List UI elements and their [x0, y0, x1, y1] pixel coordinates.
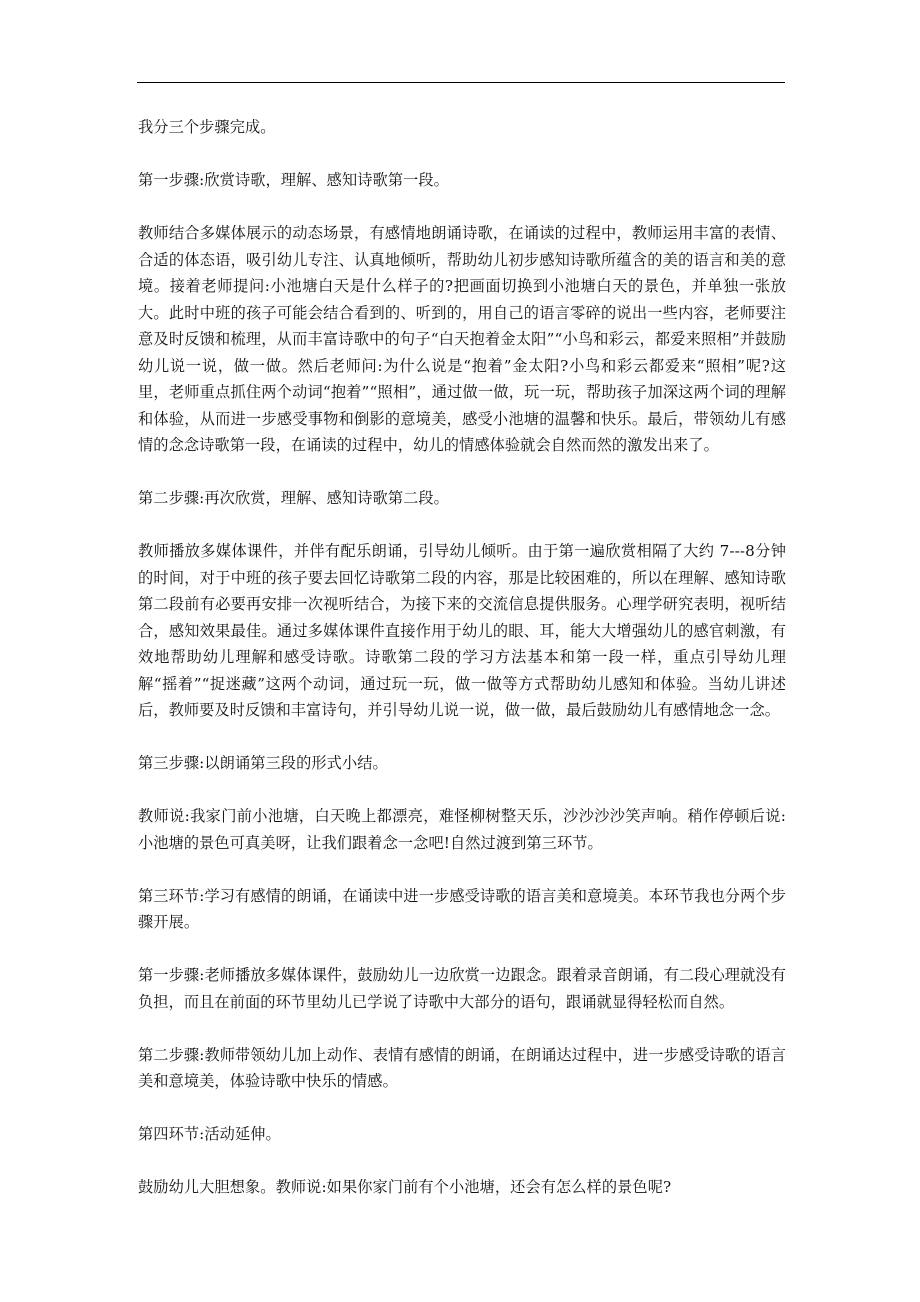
paragraph-step1-title: 第一步骤:欣赏诗歌，理解、感知诗歌第一段。 — [138, 171, 449, 189]
paragraph-section3-step2: 第二步骤:教师带领幼儿加上动作、表情有感情的朗诵，在朗诵达过程中，进一步感受诗歌的语言美和意境美，体验诗歌中快乐的情感。 — [138, 1045, 786, 1090]
paragraph-step3-title: 第三步骤:以朗诵第三段的形式小结。 — [138, 754, 388, 772]
paragraph-section3-step1: 第一步骤:老师播放多媒体课件，鼓励幼儿一边欣赏一边跟念。跟着录音朗诵，有二段心理就没有负担，而且在前面的环节里幼儿已学说了诗歌中大部分的语句，跟诵就显得轻松而自然。 — [138, 966, 786, 1011]
paragraph-step2-title: 第二步骤:再次欣赏，理解、感知诗歌第二段。 — [138, 489, 449, 507]
paragraph-section3-title: 第三环节:学习有感情的朗诵，在诵读中进一步感受诗歌的语言美和意境美。本环节我也分两个步骤开展。 — [138, 886, 786, 931]
paragraph-step3-body: 教师说:我家门前小池塘，白天晚上都漂亮，难怪柳树整天乐，沙沙沙沙笑声响。稍作停顿后说:小池塘的景色可真美呀，让我们跟着念一念吧!自然过渡到第三环节。 — [138, 807, 786, 852]
paragraph-step1-body: 教师结合多媒体展示的动态场景，有感情地朗诵诗歌，在诵读的过程中，教师运用丰富的表情、合适的体态语，吸引幼儿专注、认真地倾听，帮助幼儿初步感知诗歌所蕴含的美的语言和美的意境。接着老师提问:小池塘白天是什么样子的?把画面切换到小池塘白天的景色，并单独一张放大。此时中班的孩子可能会结合看到的、听到的，用自己的语言零碎的说出一些内容，老师要注意及时反馈和梳理，从而丰富诗歌中的句子“白天抱着金太阳”“小鸟和彩云，都爱来照相”并鼓励幼儿说一说，做一做。然后老师问:为什么说是“抱着”金太阳?小鸟和彩云都爱来“照相”呢?这里，老师重点抓住两个动词“抱着”“照相”，通过做一做，玩一玩，帮助孩子加深这两个词的理解和体验，从而进一步感受事物和倒影的意境美，感受小池塘的温馨和快乐。最后，带领幼儿有感情的念念诗歌第一段，在诵读的过程中，幼儿的情感体验就会自然而然的激发出来了。 — [138, 224, 786, 454]
paragraph-section4-title: 第四环节:活动延伸。 — [138, 1125, 281, 1143]
header-rule — [137, 82, 785, 83]
paragraph-intro: 我分三个步骤完成。 — [138, 118, 276, 136]
paragraph-step2-body: 教师播放多媒体课件，并伴有配乐朗诵，引导幼儿倾听。由于第一遍欣赏相隔了大约 7---8分钟的时间，对于中班的孩子要去回忆诗歌第二段的内容，那是比较困难的，所以在理解、感知诗歌第二段前有必要再安排一次视听结合，为接下来的交流信息提供服务。心理学研究表明，视听结合，感知效果最佳。通过多媒体课件直接作用于幼儿的眼、耳，能大大增强幼儿的感官刺激，有效地帮助幼儿理解和感受诗歌。诗歌第二段的学习方法基本和第一段一样，重点引导幼儿理解“摇着”“捉迷藏”这两个动词，通过玩一玩，做一做等方式帮助幼儿感知和体验。当幼儿讲述后，教师要及时反馈和丰富诗句，并引导幼儿说一说，做一做，最后鼓励幼儿有感情地念一念。 — [138, 542, 786, 719]
paragraph-section4-body: 鼓励幼儿大胆想象。教师说:如果你家门前有个小池塘，还会有怎么样的景色呢? — [138, 1178, 672, 1196]
document-body — [138, 114, 786, 1227]
